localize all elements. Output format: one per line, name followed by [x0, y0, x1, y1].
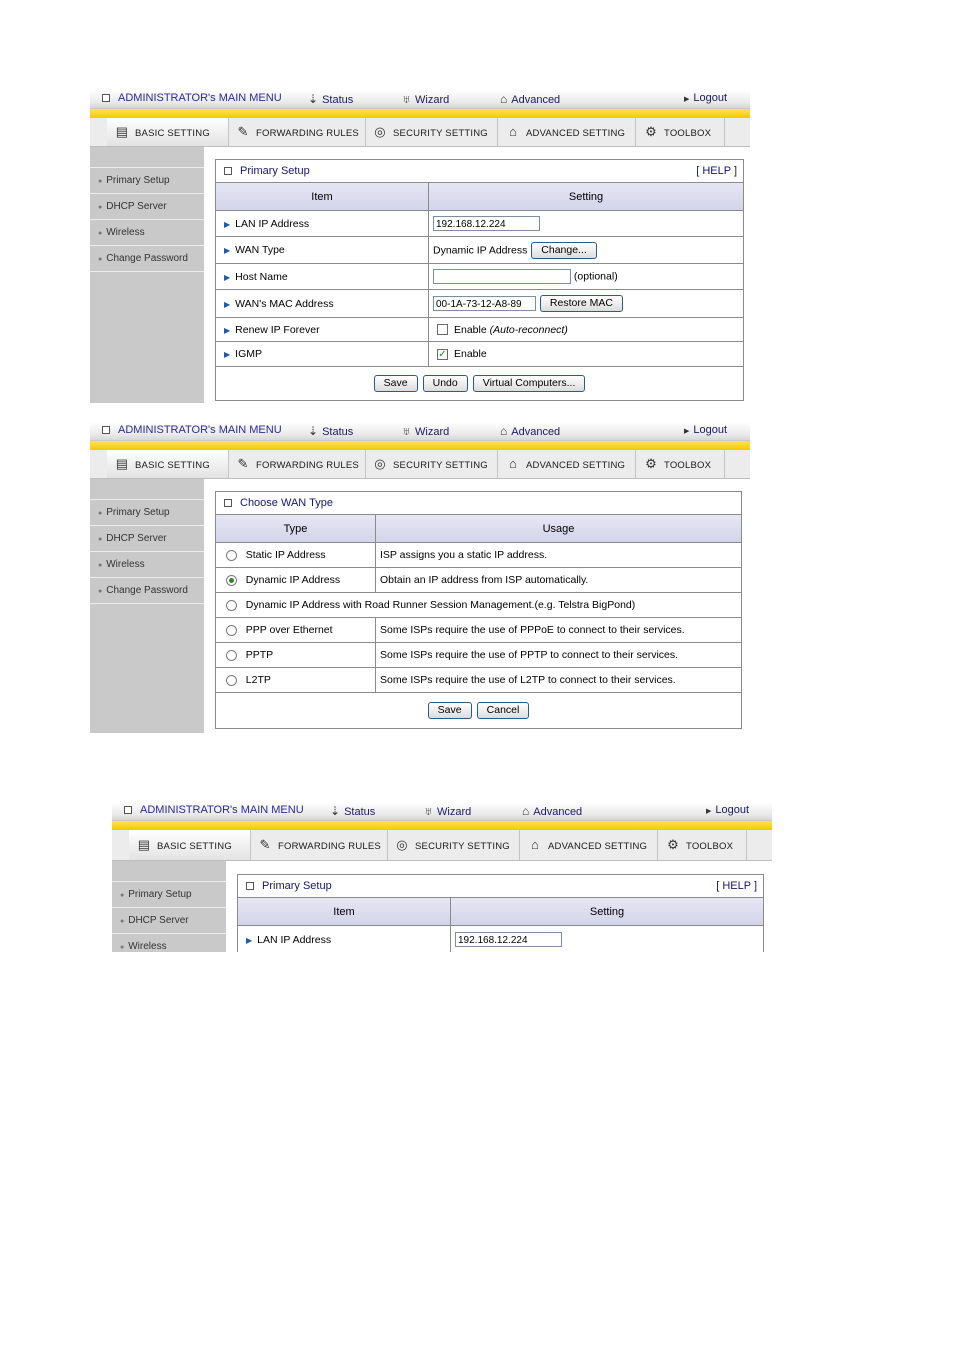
panel-header: Choose WAN Type: [216, 492, 741, 515]
help-link[interactable]: [ HELP ]: [716, 880, 757, 892]
basic-setting-icon: ▤: [115, 456, 129, 471]
table-row: ▶ WAN Type: [216, 237, 429, 264]
table-row: ▶ WAN's MAC Address: [216, 290, 429, 318]
sidebar-item-dhcp-server[interactable]: ● DHCP Server: [90, 194, 204, 220]
pppoe-radio[interactable]: [226, 625, 237, 636]
security-icon: ◎: [374, 456, 386, 471]
sidebar-item-wireless[interactable]: ● Wireless: [90, 552, 204, 578]
advanced-setting-icon: ⌂: [530, 837, 540, 852]
status-icon: ⇣: [330, 804, 341, 818]
tab-advanced-setting[interactable]: ⌂ ADVANCED SETTING: [498, 118, 636, 146]
host-name-input[interactable]: [433, 269, 571, 284]
forwarding-icon: ✎: [237, 124, 249, 139]
sidebar-item-primary-setup[interactable]: ● Primary Setup: [90, 168, 204, 194]
header-square-icon: [224, 499, 232, 507]
tab-bar: [90, 450, 750, 479]
wizard-link[interactable]: ♅ Wizard: [424, 804, 472, 818]
advanced-link[interactable]: ⌂ Advanced: [500, 92, 561, 106]
table-row: L2TP: [216, 668, 376, 693]
toolbox-icon: ⚙: [667, 837, 679, 852]
menu-square-icon: [124, 806, 132, 814]
primary-setup-table: Item Setting ▶ LAN IP Address 192.168.12.224 ▶ WAN Type Dynamic IP Address Change... ▶ Host Name (optional) ▶ WAN's MAC Address 00-1A-73-12-A8-89 Restore MAC ▶ Renew IP Forever Enable (Auto-reconnect) ▶ IGMP ✓ Enable: [216, 183, 743, 367]
panel-header: Primary Setup [ HELP ]: [216, 160, 743, 183]
undo-button[interactable]: Undo: [423, 375, 468, 392]
logout-link[interactable]: ▶ Logout: [684, 424, 728, 436]
tab-security-setting[interactable]: ◎ SECURITY SETTING: [365, 118, 498, 146]
screenshot-primary-setup-cropped: [112, 802, 772, 952]
advanced-icon: ⌂: [522, 804, 530, 818]
sidebar-item-change-password[interactable]: ● Change Password: [90, 578, 204, 604]
restore-mac-button[interactable]: Restore MAC: [540, 295, 623, 312]
yellow-stripe: [90, 109, 750, 118]
yellow-stripe: [90, 441, 750, 450]
tab-toolbox[interactable]: ⚙ TOOLBOX: [636, 450, 725, 478]
logout-link[interactable]: ▶ Logout: [684, 92, 728, 104]
tab-advanced-setting[interactable]: ⌂ ADVANCED SETTING: [498, 450, 636, 478]
yellow-stripe: [112, 821, 772, 830]
tab-forwarding-rules[interactable]: ✎ FORWARDING RULES: [250, 830, 388, 860]
roadrunner-radio[interactable]: [226, 600, 237, 611]
status-icon: ⇣: [308, 92, 319, 106]
main-menu-link[interactable]: ADMINISTRATOR's MAIN MENU: [102, 92, 282, 104]
virtual-computers-button[interactable]: Virtual Computers...: [473, 375, 586, 392]
sidebar-item-wireless[interactable]: ● Wireless: [112, 934, 226, 952]
cancel-button[interactable]: Cancel: [477, 702, 530, 719]
dynamic-ip-radio[interactable]: [226, 575, 237, 586]
primary-setup-table: Item Setting ▶ LAN IP Address 192.168.12.224: [238, 898, 763, 952]
static-ip-radio[interactable]: [226, 550, 237, 561]
top-menu-bar: [112, 802, 772, 821]
sidebar-item-change-password[interactable]: ● Change Password: [90, 246, 204, 272]
wizard-link[interactable]: ♅ Wizard: [402, 424, 450, 438]
menu-square-icon: [102, 426, 110, 434]
menu-square-icon: [102, 94, 110, 102]
main-menu-link[interactable]: ADMINISTRATOR's MAIN MENU: [124, 804, 304, 816]
wizard-link[interactable]: ♅ Wizard: [402, 92, 450, 106]
sidebar: [90, 479, 204, 733]
table-row: ▶ Renew IP Forever: [216, 318, 429, 342]
table-row: Dynamic IP Address: [216, 568, 376, 593]
save-button[interactable]: Save: [428, 702, 472, 719]
status-icon: ⇣: [308, 424, 319, 438]
tab-bar: [90, 118, 750, 147]
status-link[interactable]: ⇣ Status: [308, 424, 354, 438]
save-button[interactable]: Save: [374, 375, 418, 392]
sidebar: [112, 861, 226, 952]
forwarding-icon: ✎: [259, 837, 271, 852]
wizard-icon: ♅: [424, 804, 433, 818]
top-menu-bar: [90, 90, 750, 109]
wizard-icon: ♅: [402, 424, 411, 438]
wan-type-table: Type Usage Static IP Address ISP assigns you a static IP address. Dynamic IP Address Obtain an IP address from ISP automatically. Dynamic IP Address with Road Runner Session Management.(e.g. Telstra BigPond) PPP over Ethernet Some ISPs require the use of PPPoE to connect to their services. PPTP Some ISPs require the use of PPTP to connect to their services. L2TP Some ISPs require the use of L2TP to connect to their services.: [216, 515, 741, 693]
tab-advanced-setting[interactable]: ⌂ ADVANCED SETTING: [520, 830, 658, 860]
status-link[interactable]: ⇣ Status: [308, 92, 354, 106]
tab-forwarding-rules[interactable]: ✎ FORWARDING RULES: [228, 450, 366, 478]
change-button[interactable]: Change...: [531, 242, 597, 259]
screenshot-choose-wan-type: [90, 422, 750, 733]
table-row: Static IP Address: [216, 543, 376, 568]
bullet-arrow-icon: ▶: [246, 935, 253, 945]
primary-setup-panel: [215, 159, 744, 401]
screenshot-primary-setup: [90, 90, 750, 403]
lan-ip-input[interactable]: 192.168.12.224: [433, 216, 540, 231]
pptp-radio[interactable]: [226, 650, 237, 661]
table-row: ▶ Host Name: [216, 264, 429, 290]
sidebar: [90, 147, 204, 403]
table-row: ▶ LAN IP Address: [216, 211, 429, 237]
tab-toolbox[interactable]: ⚙ TOOLBOX: [658, 830, 747, 860]
toolbox-icon: ⚙: [645, 124, 657, 139]
renew-ip-checkbox[interactable]: [437, 324, 448, 335]
sidebar-item-primary-setup[interactable]: ● Primary Setup: [112, 882, 226, 908]
igmp-checkbox[interactable]: ✓: [438, 348, 447, 360]
tab-basic-setting[interactable]: ▤ BASIC SETTING: [107, 118, 229, 146]
tab-basic-setting[interactable]: ▤ BASIC SETTING: [107, 450, 229, 478]
bullet-arrow-icon: ▶: [224, 299, 231, 309]
security-icon: ◎: [396, 837, 408, 852]
tab-toolbox[interactable]: ⚙ TOOLBOX: [636, 118, 725, 146]
status-link[interactable]: ⇣ Status: [330, 804, 376, 818]
table-row: PPP over Ethernet: [216, 618, 376, 643]
tab-security-setting[interactable]: ◎ SECURITY SETTING: [387, 830, 520, 860]
sidebar-item-dhcp-server[interactable]: ● DHCP Server: [90, 526, 204, 552]
logout-arrow-icon: ▶: [684, 96, 690, 103]
main-menu-link[interactable]: ADMINISTRATOR's MAIN MENU: [102, 424, 282, 436]
sidebar-item-wireless[interactable]: ● Wireless: [90, 220, 204, 246]
tab-security-setting[interactable]: ◎ SECURITY SETTING: [365, 450, 498, 478]
bullet-arrow-icon: ▶: [224, 272, 231, 282]
sidebar-item-primary-setup[interactable]: ● Primary Setup: [90, 500, 204, 526]
table-row: PPTP: [216, 643, 376, 668]
tab-basic-setting[interactable]: ▤ BASIC SETTING: [129, 830, 251, 860]
security-icon: ◎: [374, 124, 386, 139]
advanced-icon: ⌂: [500, 424, 508, 438]
table-row: ▶ LAN IP Address: [238, 926, 451, 953]
tab-forwarding-rules[interactable]: ✎ FORWARDING RULES: [228, 118, 366, 146]
wizard-icon: ♅: [402, 92, 411, 106]
wan-type-value: Dynamic IP Address: [433, 243, 528, 256]
logout-link[interactable]: ▶ Logout: [706, 804, 750, 816]
bullet-arrow-icon: ▶: [224, 219, 231, 229]
basic-setting-icon: ▤: [137, 837, 151, 852]
tab-bar: [112, 830, 772, 861]
advanced-link[interactable]: ⌂ Advanced: [500, 424, 561, 438]
forwarding-icon: ✎: [237, 456, 249, 471]
bullet-arrow-icon: ▶: [224, 350, 231, 359]
primary-setup-panel: [237, 874, 764, 952]
help-link[interactable]: [ HELP ]: [696, 165, 737, 177]
bullet-arrow-icon: ▶: [224, 246, 231, 255]
toolbox-icon: ⚙: [645, 456, 657, 471]
advanced-setting-icon: ⌂: [508, 124, 518, 139]
mac-address-input[interactable]: 00-1A-73-12-A8-89: [433, 296, 536, 311]
sidebar-item-dhcp-server[interactable]: ● DHCP Server: [112, 908, 226, 934]
advanced-icon: ⌂: [500, 92, 508, 106]
button-row: [216, 367, 743, 400]
advanced-setting-icon: ⌂: [508, 456, 518, 471]
advanced-link[interactable]: ⌂ Advanced: [522, 804, 583, 818]
header-square-icon: [246, 882, 254, 890]
lan-ip-input[interactable]: 192.168.12.224: [455, 932, 562, 947]
panel-header: Primary Setup [ HELP ]: [238, 875, 763, 898]
button-row: [216, 693, 741, 728]
basic-setting-icon: ▤: [115, 124, 129, 139]
header-square-icon: [224, 167, 232, 175]
l2tp-radio[interactable]: [226, 675, 237, 686]
top-menu-bar: [90, 422, 750, 441]
table-row: ▶ IGMP: [216, 342, 429, 367]
bullet-arrow-icon: ▶: [224, 325, 231, 335]
logout-arrow-icon: ▶: [706, 808, 712, 815]
logout-arrow-icon: ▶: [684, 428, 690, 435]
table-row: Dynamic IP Address with Road Runner Session Management.(e.g. Telstra BigPond): [216, 593, 741, 618]
choose-wan-type-panel: [215, 491, 742, 729]
